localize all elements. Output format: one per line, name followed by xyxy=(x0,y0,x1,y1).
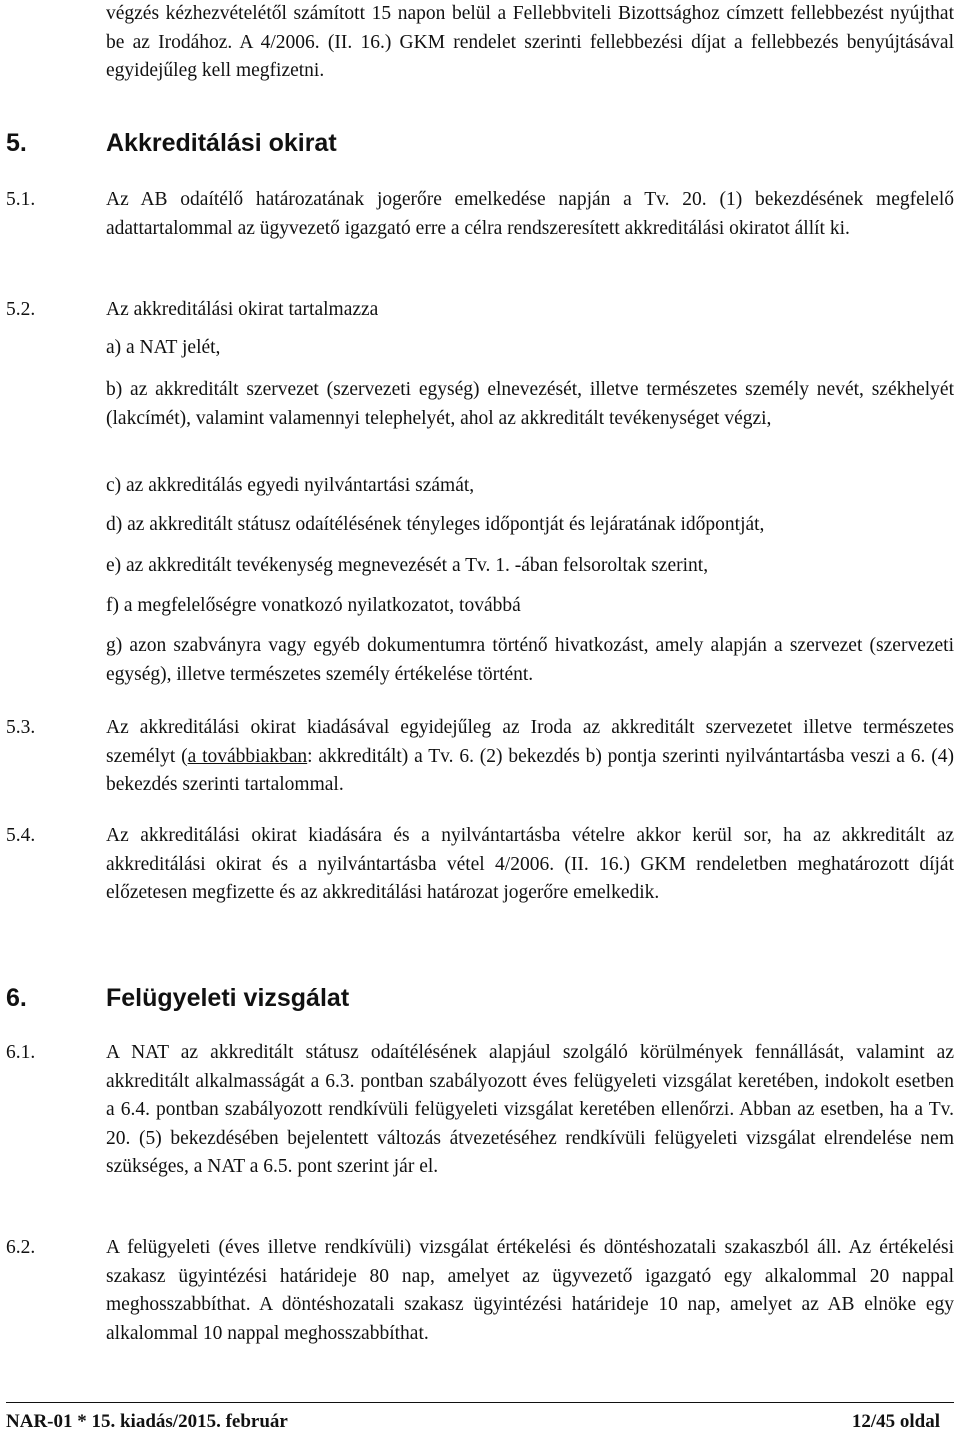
list-item: b) az akkreditált szervezet (szervezeti egység) elnevezését, illetve természetes személy nevét, székhelyét (lakcímét), valamint valamennyi telephelyét, ahol az akkreditált tevékenységet végzi, xyxy=(106,379,954,429)
paragraph-5-3-number: 5.3. xyxy=(6,717,36,738)
list-item: e) az akkreditált tevékenység megnevezését a Tv. 1. -ában felsoroltak szerint, xyxy=(106,555,709,576)
paragraph-5-4-text: Az akkreditálási okirat kiadására és a nyilvántartásba vételre akkor kerül sor, ha az akkreditált az akkreditálási okirat és a nyilvántartásba vétel 4/2006. (II. 16.) GKM rendeletben meghatározott díját előzetesen megfizette és az akkreditálási határozat jogerőre emelkedik. xyxy=(106,825,954,904)
section-6-number: 6. xyxy=(6,984,27,1012)
paragraph-6-1-number: 6.1. xyxy=(6,1042,36,1063)
list-item: f) a megfelelőségre vonatkozó nyilatkozatot, továbbá xyxy=(106,595,521,616)
paragraph-5-3-text-after: : akkreditált) a Tv. 6. (2) bekezdés b) pontja szerinti nyilvántartásba veszi a 6. (4) bekezdés szerinti tartalommal. xyxy=(106,745,954,796)
section-5-title: Akkreditálási okirat xyxy=(106,129,337,157)
paragraph-6-2-text: A felügyeleti (éves illetve rendkívüli) vizsgálat értékelési és döntéshozatali szakaszból áll. Az értékelési szakasz ügyintézési határideje 80 nap, amelyet az ügyvezető igazgató egy alkalommal 20 nappal meghosszabbíthat. A döntéshozatali szakasz ügyintézési határideje 10 nap, amelyet az AB elnöke egy alkalommal 10 nappal meghosszabbíthat. xyxy=(106,1237,954,1344)
list-item: d) az akkreditált státusz odaítélésének tényleges időpontját és lejáratának időpontját, xyxy=(106,514,765,535)
list-item: a) a NAT jelét, xyxy=(106,337,221,358)
section-5-number: 5. xyxy=(6,129,27,157)
paragraph-5-3-underlined: a továbbiakban xyxy=(187,745,308,767)
footer-page-number: 12/45 oldal xyxy=(851,1411,940,1432)
paragraph-6-2-number: 6.2. xyxy=(6,1237,36,1258)
list-item: c) az akkreditálás egyedi nyilvántartási számát, xyxy=(106,475,475,496)
paragraph-5-3-text xyxy=(106,714,954,800)
paragraph-5-3-text-before: Az akkreditálási okirat kiadásával egyidejűleg az Iroda az akkreditált szervezetet illetve természetes személyt ( xyxy=(106,717,954,767)
intro-paragraph: végzés kézhezvételétől számított 15 napon belül a Fellebbviteli Bizottsághoz címzett fellebbezést nyújthat be az Irodához. A 4/2006. (II. 16.) GKM rendelet szerinti fellebbezési díjat a fellebbezés benyújtásával egyidejűleg kell megfizetni. xyxy=(106,3,954,82)
footer-document-id: NAR-01 * 15. kiadás/2015. február xyxy=(6,1411,288,1432)
list-item: g) azon szabványra vagy egyéb dokumentumra történő hivatkozást, amely alapján a szervezet (szervezeti egység), illetve természetes személy értékelése történt. xyxy=(106,635,954,685)
section-6-title: Felügyeleti vizsgálat xyxy=(106,984,350,1012)
paragraph-5-1-number: 5.1. xyxy=(6,189,36,210)
footer-divider xyxy=(6,1402,954,1403)
paragraph-5-1-text: Az AB odaítélő határozatának jogerőre emelkedése napján a Tv. 20. (1) bekezdésének megfelelő adattartalommal az ügyvezető igazgató erre a célra rendszeresített akkreditálási okiratot állít ki. xyxy=(106,189,954,239)
paragraph-5-2-number: 5.2. xyxy=(6,299,36,320)
paragraph-6-1-text: A NAT az akkreditált státusz odaítélésének alapjául szolgáló körülmények fennállását, valamint az akkreditált alkalmasságát a 6.3. pontban szabályozott éves felügyeleti vizsgálat keretében, indokolt esetben a 6.4. pontban szabályozott rendkívüli felügyeleti vizsgálat keretében ellenőrzi. Abban az esetben, ha a Tv. 20. (5) bekezdésében bejelentett változás átvezetéséhez rendkívüli felügyeleti vizsgálat elrendelése nem szükséges, a NAT a 6.5. pont szerint jár el. xyxy=(106,1042,954,1178)
paragraph-5-2-text: Az akkreditálási okirat tartalmazza xyxy=(106,299,379,320)
paragraph-5-4-number: 5.4. xyxy=(6,825,36,846)
